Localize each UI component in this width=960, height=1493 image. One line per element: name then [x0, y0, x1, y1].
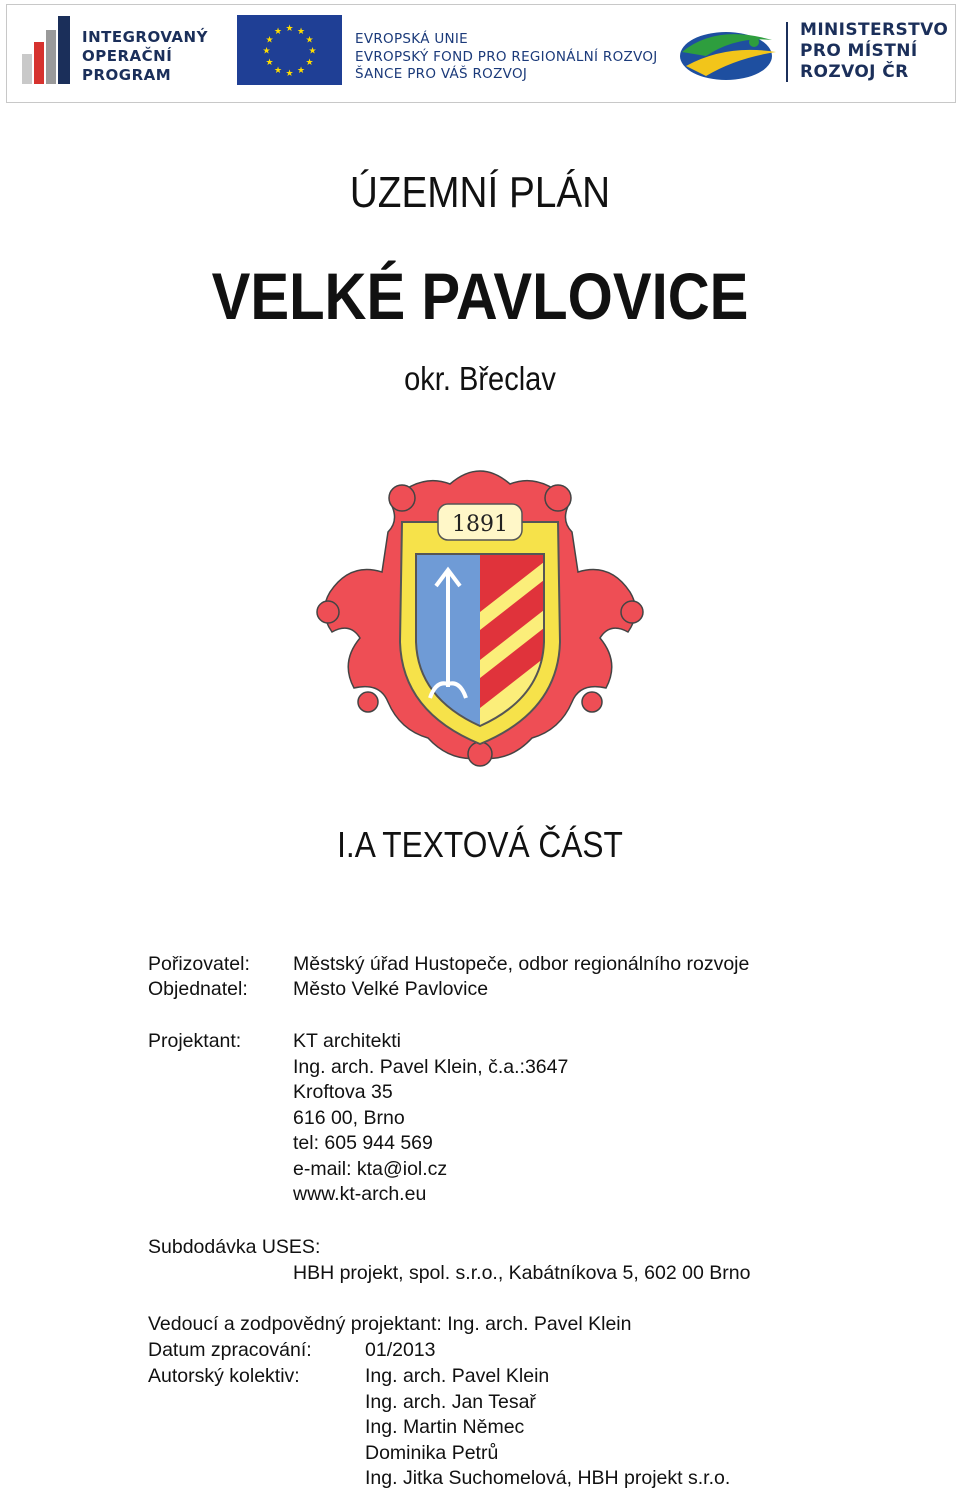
svg-text:★: ★: [265, 58, 274, 68]
svg-text:★: ★: [308, 46, 317, 57]
svg-text:★: ★: [273, 27, 283, 37]
town-name: VELKÉ PAVLOVICE: [211, 259, 749, 333]
subdodavka-label: Subdodávka USES:: [148, 1236, 321, 1258]
author-item: Ing. arch. Jan Tesař: [365, 1390, 536, 1413]
projektant-web: www.kt-arch.eu: [293, 1183, 427, 1205]
iop-logo-icon: [20, 14, 78, 86]
eu-logo-text: EVROPSKÁ UNIE EVROPSKÝ FOND PRO REGIONÁLNÍ ROZVOJ ŠANCE PRO VÁŠ ROZVOJ: [355, 31, 658, 82]
porizovatel-value: Městský úřad Hustopeče, odbor regionálního rozvoje: [293, 953, 750, 975]
district-name: okr. Břeclav: [404, 360, 556, 397]
datum-value: 01/2013: [365, 1339, 436, 1361]
svg-text:★: ★: [273, 66, 283, 76]
mmr-logo-text: MINISTERSTVO PRO MÍSTNÍ ROZVOJ ČR: [800, 20, 949, 82]
document-title: ÚZEMNÍ PLÁN: [349, 168, 611, 217]
autori-list: [365, 1364, 730, 1492]
author-item: Ing. Martin Němec: [365, 1416, 525, 1438]
svg-text:★: ★: [305, 35, 314, 46]
svg-text:★: ★: [262, 46, 271, 57]
coat-of-arms-year: 1891: [452, 512, 508, 537]
svg-text:★: ★: [305, 58, 314, 68]
author-item: Dominika Petrů: [365, 1441, 499, 1464]
autorsky-label: Autorský kolektiv:: [148, 1365, 300, 1387]
author-item: Ing. arch. Pavel Klein: [365, 1365, 550, 1387]
eu-flag-icon: [237, 15, 342, 85]
svg-text:★: ★: [285, 69, 294, 79]
projektant-block: [293, 1029, 568, 1208]
section-title: I.A TEXTOVÁ ČÁST: [337, 824, 623, 865]
porizovatel-label: Pořizovatel:: [148, 953, 250, 975]
svg-text:★: ★: [296, 27, 306, 37]
svg-text:★: ★: [265, 35, 274, 46]
projektant-line: KT architekti: [293, 1030, 402, 1052]
projektant-line: 616 00, Brno: [293, 1106, 405, 1129]
datum-label: Datum zpracování:: [148, 1339, 312, 1361]
svg-text:★: ★: [285, 24, 294, 34]
projektant-email: e-mail: kta@iol.cz: [293, 1157, 448, 1180]
coat-of-arms-emblem: [310, 462, 650, 767]
objednatel-label: Objednatel:: [148, 978, 248, 1000]
vedouci-projektant: Vedoucí a zodpovědný projektant: Ing. arch. Pavel Klein: [148, 1313, 632, 1335]
mmr-logo-icon: [676, 22, 780, 84]
projektant-line: tel: 605 944 569: [293, 1132, 433, 1154]
projektant-line: Kroftova 35: [293, 1081, 393, 1103]
svg-text:★: ★: [296, 66, 306, 76]
projektant-line: Ing. arch. Pavel Klein, č.a.:3647: [293, 1055, 569, 1078]
subdodavka-value: HBH projekt, spol. s.r.o., Kabátníkova 5, 602 00 Brno: [293, 1262, 751, 1284]
author-item: Ing. Jitka Suchomelová, HBH projekt s.r.o.: [365, 1467, 731, 1489]
projektant-label: Projektant:: [148, 1030, 242, 1052]
iop-logo-text: INTEGROVANÝ OPERAČNÍ PROGRAM: [82, 28, 208, 84]
mmr-divider: [786, 22, 788, 82]
objednatel-value: Město Velké Pavlovice: [293, 978, 489, 1000]
